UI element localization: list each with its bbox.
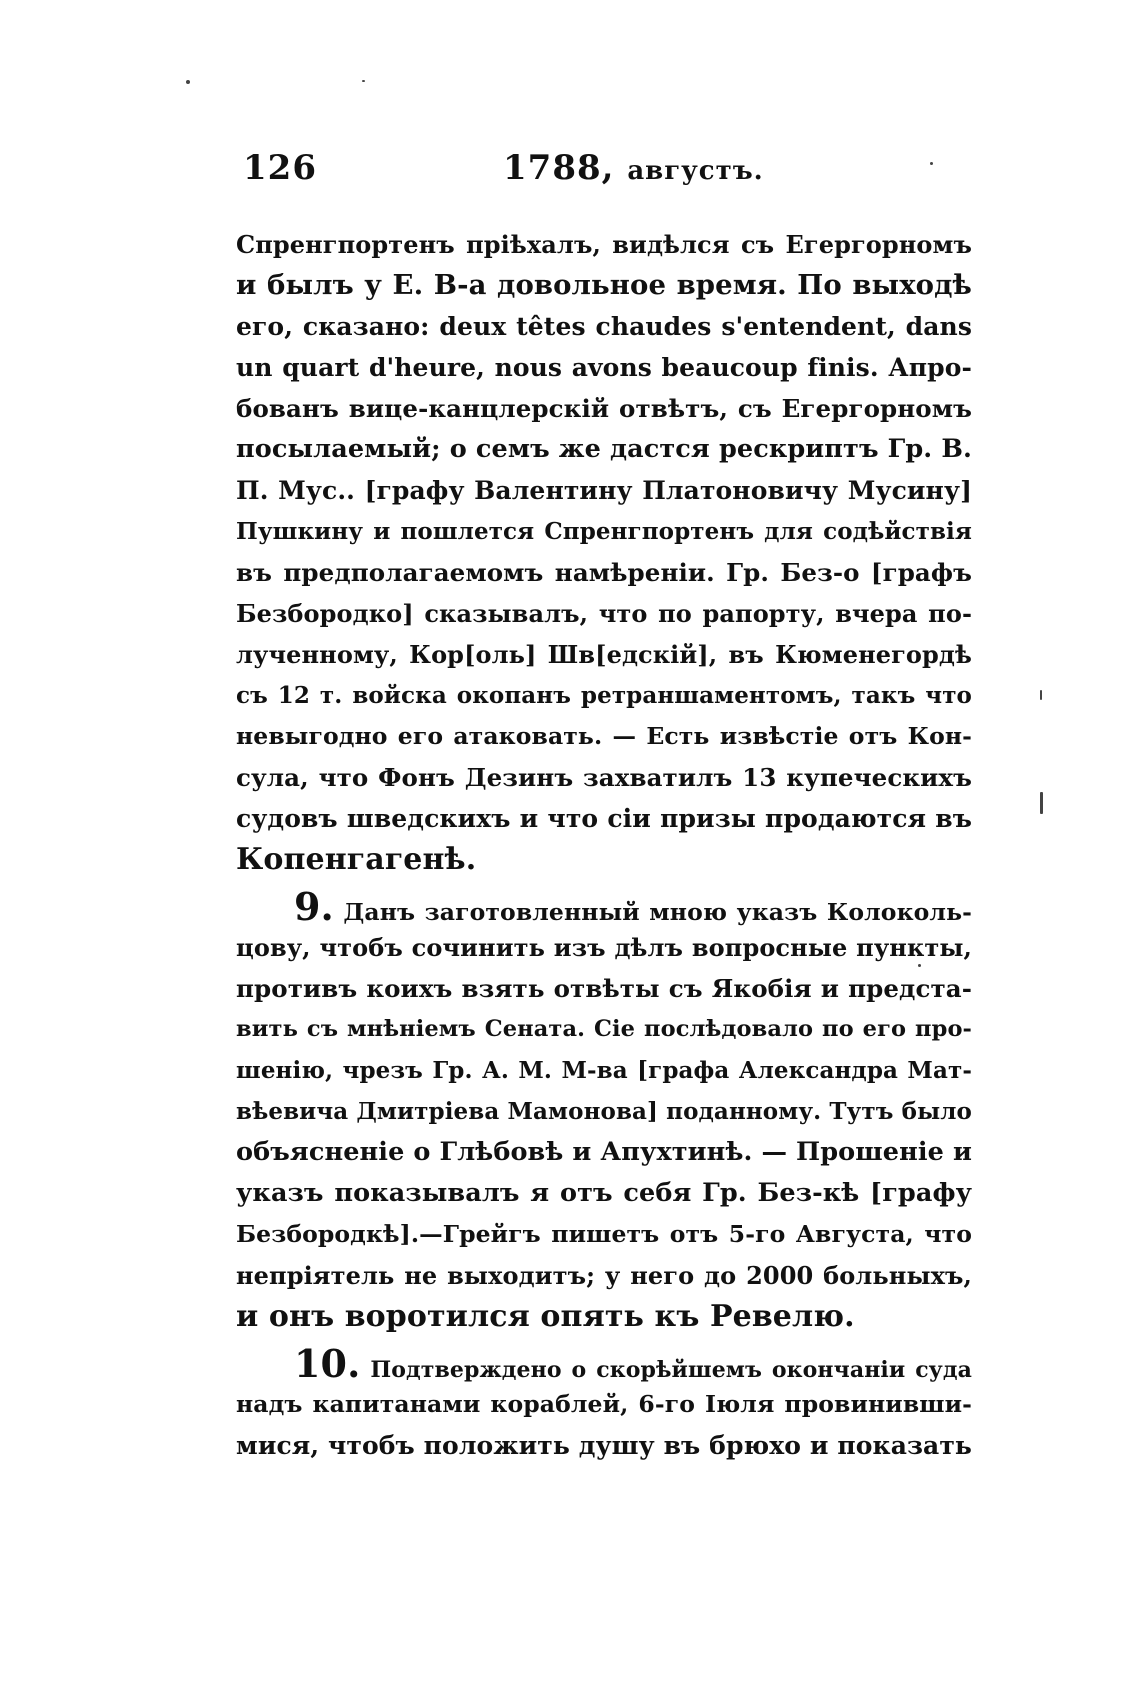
header-month: августъ. [627, 156, 764, 186]
text-line: въ предполагаемомъ намѣреніи. Гр. Без-о [графъ [236, 558, 972, 587]
text-line: Спренгпортенъ пріѣхалъ, видѣлся съ Егергорномъ [236, 230, 972, 259]
paragraph [236, 224, 972, 880]
text-line [236, 886, 972, 927]
entry-number: 10. [294, 1343, 361, 1384]
text-line: и онъ воротился опять къ Ревелю. [236, 1299, 855, 1334]
text-line: шенію, чрезъ Гр. А. М. М-ва [графа Александра Мат- [236, 1057, 972, 1084]
text-line: его, сказано: deux têtes chaudes s'entendent, dans [236, 312, 972, 341]
text-line: съ 12 т. войска окопанъ ретраншаментомъ, такъ что [236, 682, 972, 709]
text-line: вить съ мнѣніемъ Сената. Сіе послѣдовало по его про- [236, 1016, 972, 1042]
running-header [243, 148, 971, 196]
header-year: 1788, [503, 148, 615, 188]
text-line: П. Мус.. [графу Валентину Платоновичу Мусину] [236, 476, 972, 505]
text-line [236, 1343, 972, 1384]
body-text [236, 224, 972, 1466]
text-line: бованъ вице-канцлерскій отвѣтъ, съ Егергорномъ [236, 394, 972, 423]
text-line: un quart d'heure, nous avons beaucoup finis. Апро- [236, 353, 972, 382]
text-line: противъ коихъ взять отвѣты съ Якобія и предста- [236, 974, 972, 1003]
paragraph-entry-9 [236, 886, 972, 1337]
text-line: непріятель не выходитъ; у него до 2000 больныхъ, [236, 1261, 972, 1290]
text-line: объясненіе о Глѣбовѣ и Апухтинѣ. — Прошеніе и [236, 1137, 972, 1167]
text-line: цову, чтобъ сочинить изъ дѣлъ вопросные пункты, [236, 933, 972, 962]
running-title [503, 148, 764, 188]
scan-speck [186, 80, 190, 84]
text-line: сула, что Фонъ Дезинъ захватилъ 13 купеческихъ [236, 763, 972, 792]
text-line: мися, чтобъ положить душу въ брюхо и показать [236, 1431, 972, 1460]
entry-number: 9. [294, 886, 334, 927]
text-line: посылаемый; о семъ же дастся рескриптъ Гр. В. [236, 434, 972, 464]
text-line: надъ капитанами кораблей, 6-го Іюля провинивши- [236, 1390, 972, 1418]
text-line: Безбородкѣ].—Грейгъ пишетъ отъ 5-го Августа, что [236, 1220, 972, 1248]
text-line: Безбородко] сказывалъ, что по рапорту, вчера по- [236, 599, 972, 628]
text-line: вѣевича Дмитріева Мамонова] поданному. Тутъ было [236, 1098, 972, 1125]
page-number: 126 [243, 148, 317, 188]
text-line-content: Данъ заготовленный мною указъ Колоколь- [343, 898, 972, 926]
scan-speck [1040, 690, 1042, 700]
text-line: судовъ шведскихъ и что сіи призы продаются въ [236, 804, 972, 833]
text-line: Пушкину и пошлется Спренгпортенъ для содѣйствія [236, 518, 972, 545]
text-line: лученному, Кор[оль] Шв[едскій], въ Кюменегордѣ [236, 640, 972, 669]
text-line: указъ показывалъ я отъ себя Гр. Без-кѣ [графу [236, 1178, 972, 1208]
text-line: и былъ у Е. В-а довольное время. По выходѣ [236, 269, 972, 301]
scan-speck [1040, 792, 1043, 814]
text-line: невыгодно его атаковать. — Есть извѣстіе отъ Кон- [236, 722, 972, 750]
paragraph-entry-10 [236, 1343, 972, 1466]
text-line: Копенгагенѣ. [236, 842, 477, 877]
text-line-content: Подтверждено о скорѣйшемъ окончаніи суда [370, 1357, 972, 1383]
scan-speck [362, 80, 365, 82]
